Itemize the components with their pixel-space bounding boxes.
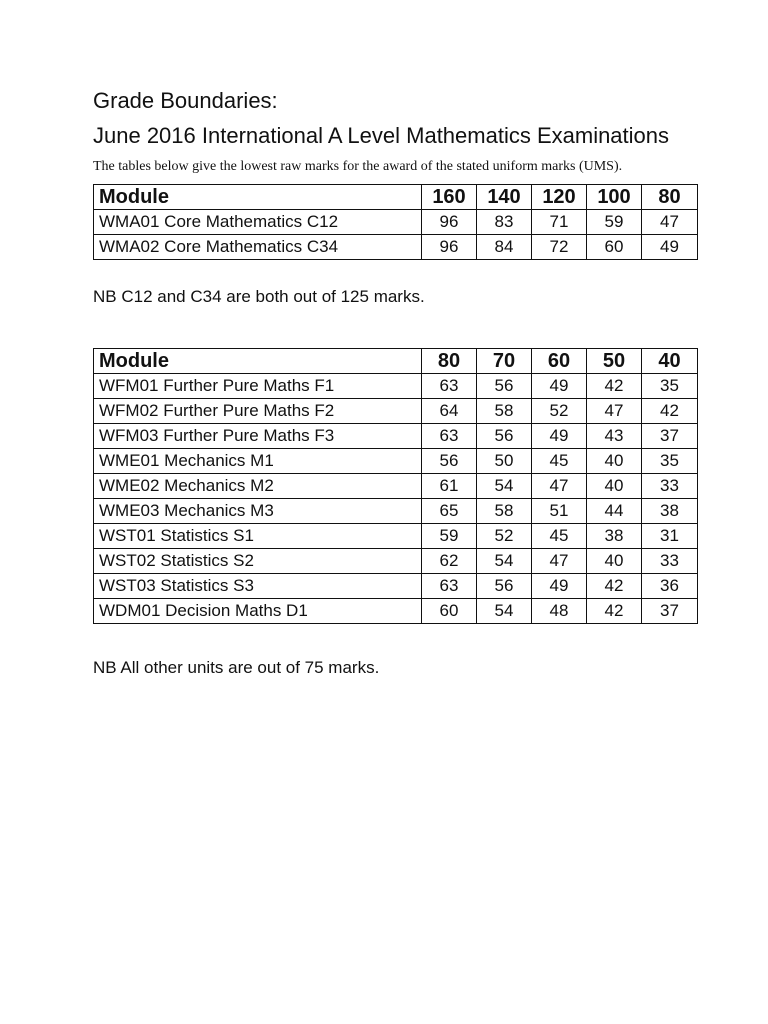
raw-mark-cell: 58 [477,399,532,424]
raw-mark-cell: 49 [642,235,698,260]
raw-mark-cell: 49 [532,374,587,399]
note-core-marks: NB C12 and C34 are both out of 125 marks. [93,287,425,306]
raw-mark-cell: 38 [642,499,698,524]
raw-mark-cell: 56 [477,424,532,449]
table-row [94,449,698,474]
raw-mark-cell: 56 [422,449,477,474]
raw-mark-cell: 96 [422,210,477,235]
module-name-cell: WMA02 Core Mathematics C34 [94,235,422,260]
raw-mark-cell: 45 [532,524,587,549]
raw-mark-cell: 56 [477,574,532,599]
table-row [94,599,698,624]
raw-mark-cell: 40 [587,549,642,574]
raw-mark-cell: 35 [642,374,698,399]
raw-mark-cell: 84 [477,235,532,260]
raw-mark-cell: 56 [477,374,532,399]
raw-mark-cell: 62 [422,549,477,574]
module-name-cell: WFM02 Further Pure Maths F2 [94,399,422,424]
raw-mark-cell: 33 [642,549,698,574]
raw-mark-cell: 44 [587,499,642,524]
table-row [94,474,698,499]
raw-mark-cell: 40 [587,449,642,474]
header-ums-40: 40 [642,349,698,374]
table-row [94,374,698,399]
raw-mark-cell: 47 [642,210,698,235]
table-row [94,549,698,574]
raw-mark-cell: 47 [532,474,587,499]
raw-mark-cell: 47 [532,549,587,574]
table-row [94,574,698,599]
raw-mark-cell: 42 [587,574,642,599]
raw-mark-cell: 63 [422,574,477,599]
table2-body [94,374,698,624]
module-name-cell: WFM01 Further Pure Maths F1 [94,374,422,399]
table-row [94,399,698,424]
header-ums-160: 160 [422,185,477,210]
module-name-cell: WFM03 Further Pure Maths F3 [94,424,422,449]
raw-mark-cell: 45 [532,449,587,474]
raw-mark-cell: 54 [477,599,532,624]
intro-text: The tables below give the lowest raw marks for the award of the stated uniform marks (UMS). [93,159,623,174]
raw-mark-cell: 40 [587,474,642,499]
table-header-row [94,349,698,374]
module-name-cell: WME01 Mechanics M1 [94,449,422,474]
raw-mark-cell: 37 [642,424,698,449]
raw-mark-cell: 60 [587,235,642,260]
raw-mark-cell: 37 [642,599,698,624]
raw-mark-cell: 58 [477,499,532,524]
raw-mark-cell: 38 [587,524,642,549]
header-ums-120: 120 [532,185,587,210]
header-module: Module [94,185,422,210]
raw-mark-cell: 71 [532,210,587,235]
raw-mark-cell: 65 [422,499,477,524]
table-header-row [94,185,698,210]
header-ums-80: 80 [422,349,477,374]
header-ums-80: 80 [642,185,698,210]
other-units-boundaries-table [93,348,698,624]
module-name-cell: WME02 Mechanics M2 [94,474,422,499]
raw-mark-cell: 83 [477,210,532,235]
module-name-cell: WST03 Statistics S3 [94,574,422,599]
page-heading: Grade Boundaries: [93,88,278,113]
table-row [94,424,698,449]
header-ums-140: 140 [477,185,532,210]
table-row [94,235,698,260]
header-ums-50: 50 [587,349,642,374]
raw-mark-cell: 43 [587,424,642,449]
raw-mark-cell: 42 [642,399,698,424]
raw-mark-cell: 51 [532,499,587,524]
raw-mark-cell: 61 [422,474,477,499]
raw-mark-cell: 60 [422,599,477,624]
header-ums-100: 100 [587,185,642,210]
raw-mark-cell: 50 [477,449,532,474]
module-name-cell: WME03 Mechanics M3 [94,499,422,524]
raw-mark-cell: 64 [422,399,477,424]
raw-mark-cell: 48 [532,599,587,624]
raw-mark-cell: 47 [587,399,642,424]
raw-mark-cell: 52 [532,399,587,424]
module-name-cell: WMA01 Core Mathematics C12 [94,210,422,235]
raw-mark-cell: 59 [422,524,477,549]
module-name-cell: WST01 Statistics S1 [94,524,422,549]
raw-mark-cell: 72 [532,235,587,260]
table1-body [94,210,698,260]
raw-mark-cell: 42 [587,599,642,624]
module-name-cell: WST02 Statistics S2 [94,549,422,574]
raw-mark-cell: 49 [532,574,587,599]
header-ums-60: 60 [532,349,587,374]
core-maths-boundaries-table [93,184,698,260]
raw-mark-cell: 42 [587,374,642,399]
raw-mark-cell: 35 [642,449,698,474]
raw-mark-cell: 63 [422,424,477,449]
table-row [94,524,698,549]
module-name-cell: WDM01 Decision Maths D1 [94,599,422,624]
raw-mark-cell: 96 [422,235,477,260]
table-row [94,499,698,524]
raw-mark-cell: 49 [532,424,587,449]
table-row [94,210,698,235]
raw-mark-cell: 36 [642,574,698,599]
page-subheading: June 2016 International A Level Mathematics Examinations [93,123,670,148]
header-ums-70: 70 [477,349,532,374]
raw-mark-cell: 63 [422,374,477,399]
raw-mark-cell: 54 [477,474,532,499]
raw-mark-cell: 31 [642,524,698,549]
raw-mark-cell: 54 [477,549,532,574]
raw-mark-cell: 52 [477,524,532,549]
raw-mark-cell: 33 [642,474,698,499]
header-module: Module [94,349,422,374]
note-other-marks: NB All other units are out of 75 marks. [93,658,380,677]
raw-mark-cell: 59 [587,210,642,235]
